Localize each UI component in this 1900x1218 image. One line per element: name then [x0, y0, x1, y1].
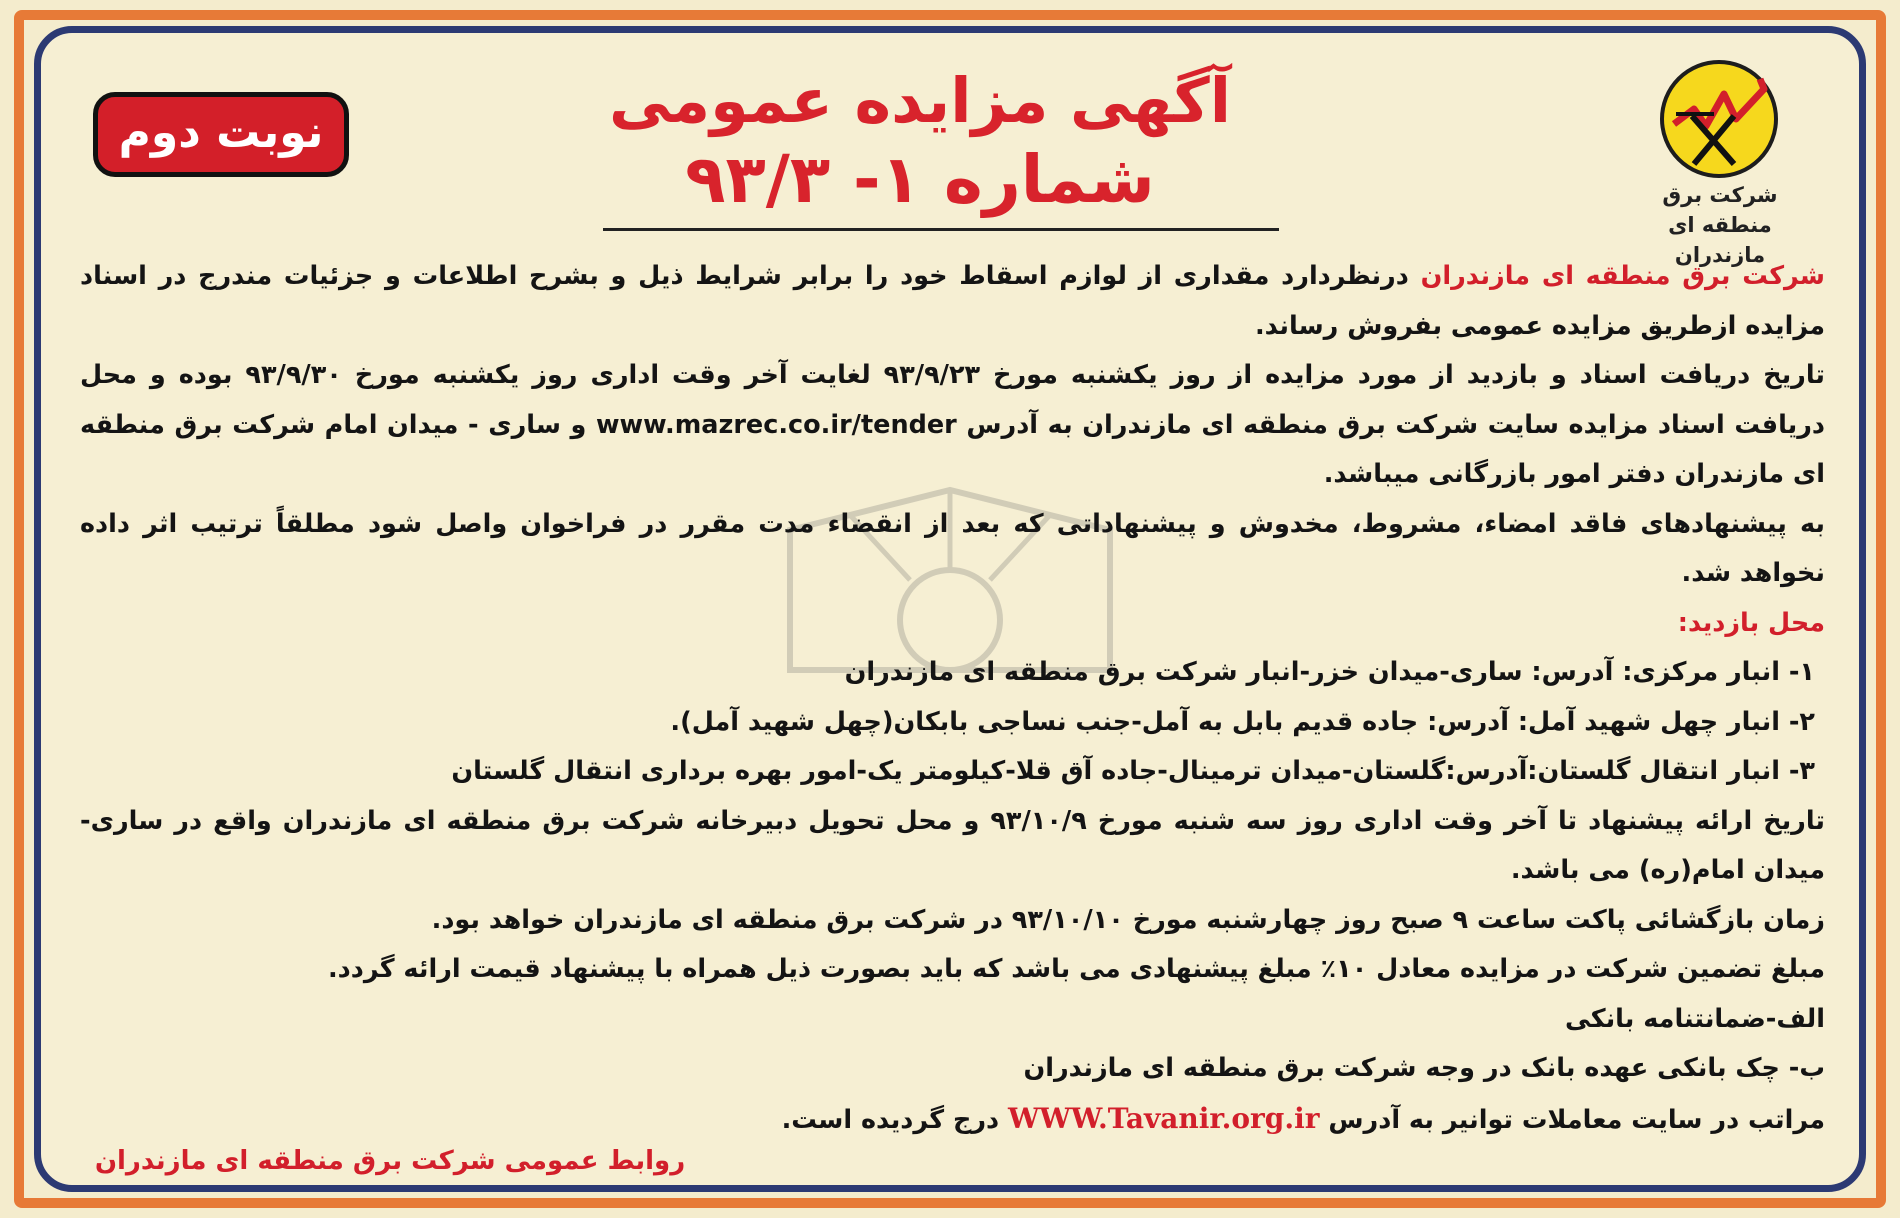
visit-item: ۲- انبار چهل شهید آمل: آدرس: جاده قدیم بابل به آمل-جنب نساجی بابکان(چهل شهید آمل). — [670, 706, 1815, 737]
logo-name-line2: مازندران — [1674, 243, 1766, 267]
title-divider — [603, 228, 1279, 231]
site-suffix: درج گردیده است. — [781, 1104, 1008, 1135]
warning-paragraph: به پیشنهادهای فاقد امضاء، مشروط، مخدوش و پیشنهاداتی که بعد از انقضاء مدت مقرر در فراخوان واصل شود مطلقاً ترتیب اثر داده نخواهد شد. — [80, 508, 1825, 588]
opening-paragraph: زمان بازگشائی پاکت ساعت ۹ صبح روز چهارشنبه مورخ ۹۳/۱۰/۱۰ در شرکت برق منطقه ای مازندران خواهد بود. — [431, 904, 1825, 935]
second-notice-badge: نوبت دوم — [93, 92, 349, 177]
visit-heading: محل بازدید: — [1677, 607, 1825, 638]
logo-name-line1: شرکت برق منطقه ای — [1662, 183, 1778, 237]
notice-body — [80, 252, 1825, 1145]
guarantee-paragraph: مبلغ تضمین شرکت در مزایده معادل ۱۰٪ مبلغ پیشنهادی می باشد که باید بصورت ذیل همراه با پیشنهاد قیمت ارائه گردد. — [327, 954, 1825, 984]
public-relations-signature: روابط عمومی شرکت برق منطقه ای مازندران — [94, 1146, 686, 1176]
page-title: آگهی مزایده عمومی — [609, 64, 1231, 137]
tavanir-logo-icon — [1660, 60, 1778, 178]
visit-item: ۳- انبار انتقال گلستان:آدرس:گلستان-میدان ترمینال-جاده آق قلا-کیلومتر یک-امور بهره برداری انتقال گلستان — [451, 756, 1815, 786]
intro-company-name: شرکت برق منطقه ای مازندران — [1420, 261, 1825, 291]
option-a: الف-ضمانتنامه بانکی — [1564, 1003, 1825, 1034]
intro-paragraph — [80, 252, 1825, 351]
tavanir-site-link[interactable]: WWW.Tavanir.org.ir — [1007, 1101, 1320, 1135]
site-paragraph — [80, 1094, 1825, 1146]
notice-number: شماره ۱- ۹۳/۳ — [685, 141, 1155, 218]
company-logo — [1635, 52, 1805, 267]
visit-item: ۱- انبار مرکزی: آدرس: ساری-میدان خزر-انبار شرکت برق منطقه ای مازندران — [844, 657, 1815, 687]
dates-paragraph: تاریخ دریافت اسناد و بازدید از مورد مزایده از روز یکشنبه مورخ ۹۳/۹/۲۳ لغایت آخر وقت اداری روز یکشنبه مورخ ۹۳/۹/۳۰ بوده و محل دریافت اسناد مزایده سایت شرکت برق منطقه ای مازندران به آدرس www.mazrec.co.ir/tender و ساری - میدان امام شرکت برق منطقه ای مازندران دفتر امور بازرگانی میباشد. — [80, 360, 1825, 489]
deadline-paragraph: تاریخ ارائه پیشنهاد تا آخر وقت اداری روز سه شنبه مورخ ۹۳/۱۰/۹ و محل تحویل دبیرخانه شرکت برق منطقه ای مازندران واقع در ساری-میدان امام(ره) می باشد. — [80, 805, 1825, 885]
intro-text: درنظردارد مقداری از لوازم اسقاط خود را برابر شرایط ذیل و بشرح اطلاعات و جزئیات مندرج در اسناد مزایده ازطریق مزایده عمومی بفروش رساند. — [80, 261, 1825, 341]
option-b: ب- چک بانکی عهده بانک در وجه شرکت برق منطقه ای مازندران — [1023, 1053, 1825, 1083]
site-prefix: مراتب در سایت معاملات توانیر به آدرس — [1319, 1104, 1825, 1135]
